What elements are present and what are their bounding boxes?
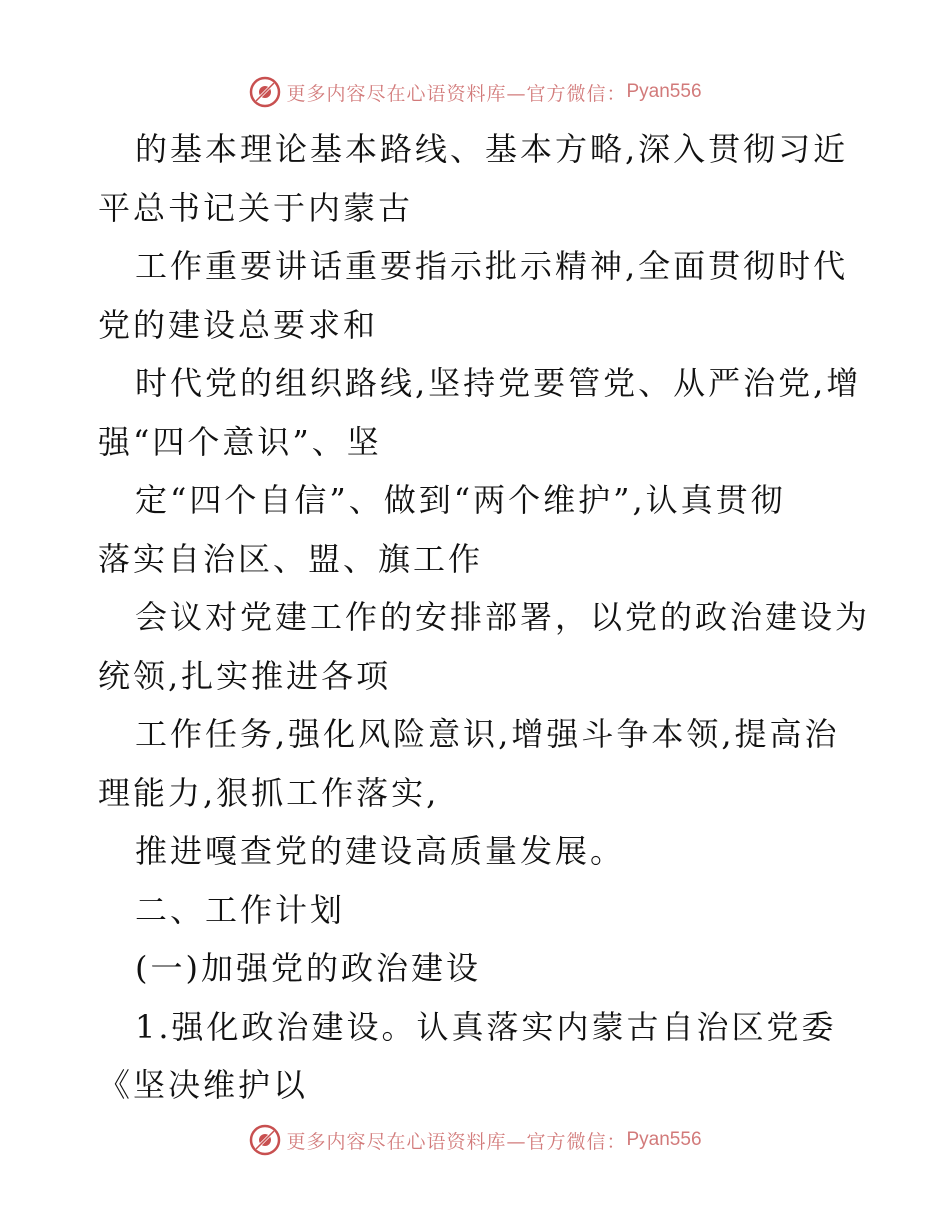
- text-line: 的基本理论基本路线、基本方略,深入贯彻习近: [135, 130, 849, 168]
- logo-icon: [248, 1123, 282, 1157]
- watermark-id: Pyan556: [626, 1129, 702, 1150]
- subsection-heading: (一)加强党的政治建设: [135, 949, 481, 987]
- text-line: 党的建设总要求和: [98, 305, 379, 344]
- text-line: 工作重要讲话重要指示批示精神,全面贯彻时代: [135, 247, 849, 285]
- watermark-text: 更多内容尽在心语资料库—官方微信：: [286, 82, 627, 105]
- header-watermark: [0, 72, 950, 112]
- text-line: 工作任务,强化风险意识,增强斗争本领,提高治: [135, 715, 840, 753]
- section-heading: 二、工作计划: [135, 890, 346, 929]
- text-line: 平总书记关于内蒙古: [98, 188, 414, 227]
- text-line: 定“四个自信”、做到“两个维护”,认真贯彻: [135, 481, 786, 519]
- text-line: 《坚决维护以: [98, 1066, 309, 1104]
- text-line: 会议对党建工作的安排部署，以党的政治建设为: [135, 598, 871, 636]
- text-line: 1.强化政治建设。认真落实内蒙古自治区党委: [135, 1007, 837, 1046]
- footer-watermark: [0, 1120, 950, 1160]
- text-line: 统领,扎实推进各项: [98, 656, 392, 695]
- watermark-text: 更多内容尽在心语资料库—官方微信：: [286, 1130, 627, 1153]
- document-body: [98, 120, 878, 1115]
- text-line: 理能力,狠抓工作落实,: [98, 773, 440, 812]
- watermark-id: Pyan556: [626, 81, 702, 102]
- logo-icon: [248, 75, 282, 109]
- text-line: 时代党的组织路线,坚持党要管党、从严治党,增: [135, 364, 862, 402]
- text-line: 落实自治区、盟、旗工作: [98, 539, 484, 578]
- text-line: 强“四个意识”、坚: [98, 422, 382, 461]
- text-line: 推进嘎查党的建设高质量发展。: [135, 832, 626, 870]
